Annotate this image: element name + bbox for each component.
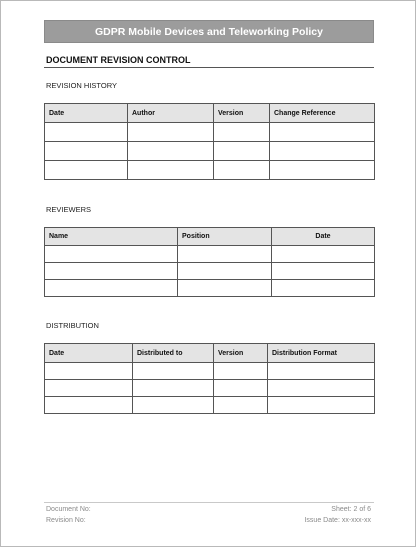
table-row: [45, 397, 375, 414]
table-cell[interactable]: [270, 123, 375, 142]
table-row: [45, 161, 375, 180]
column-header: Date: [45, 344, 133, 363]
table-cell[interactable]: [45, 161, 128, 180]
column-header: Author: [128, 104, 214, 123]
reviewers-table: [44, 227, 375, 297]
table-cell[interactable]: [178, 280, 272, 297]
table-cell[interactable]: [178, 263, 272, 280]
document-title: GDPR Mobile Devices and Teleworking Policy: [95, 25, 323, 38]
column-header: Position: [178, 228, 272, 246]
column-header: Date: [272, 228, 375, 246]
table-header-row: [45, 228, 375, 246]
table-cell[interactable]: [133, 363, 214, 380]
table-cell[interactable]: [272, 263, 375, 280]
table-cell[interactable]: [45, 397, 133, 414]
table-cell[interactable]: [214, 397, 268, 414]
table-row: [45, 142, 375, 161]
table-cell[interactable]: [214, 380, 268, 397]
table-cell[interactable]: [128, 161, 214, 180]
table-cell[interactable]: [214, 142, 270, 161]
table-cell[interactable]: [270, 161, 375, 180]
table-row: [45, 380, 375, 397]
table-header-row: [45, 344, 375, 363]
table-cell[interactable]: [128, 123, 214, 142]
table-row: [45, 246, 375, 263]
column-header: Version: [214, 344, 268, 363]
table-cell[interactable]: [268, 397, 375, 414]
table-cell[interactable]: [214, 363, 268, 380]
footer-divider: [44, 502, 374, 503]
column-header: Name: [45, 228, 178, 246]
table-cell[interactable]: [45, 246, 178, 263]
section-divider: [44, 67, 374, 68]
distribution-table: [44, 343, 375, 414]
sheet-number: Sheet: 2 of 6: [331, 506, 371, 513]
column-header: Distribution Format: [268, 344, 375, 363]
table-cell[interactable]: [272, 280, 375, 297]
issue-date: Issue Date: xx-xxx-xx: [304, 517, 371, 524]
table-row: [45, 123, 375, 142]
table-cell[interactable]: [45, 380, 133, 397]
section-title: DOCUMENT REVISION CONTROL: [46, 55, 191, 65]
revision-history-label: REVISION HISTORY: [46, 81, 117, 90]
table-cell[interactable]: [214, 161, 270, 180]
table-header-row: [45, 104, 375, 123]
table-cell[interactable]: [270, 142, 375, 161]
table-cell[interactable]: [178, 246, 272, 263]
table-cell[interactable]: [128, 142, 214, 161]
table-cell[interactable]: [214, 123, 270, 142]
table-cell[interactable]: [133, 397, 214, 414]
column-header: Date: [45, 104, 128, 123]
table-cell[interactable]: [45, 123, 128, 142]
revision-number: Revision No:: [46, 517, 86, 524]
table-cell[interactable]: [272, 246, 375, 263]
column-header: Change Reference: [270, 104, 375, 123]
table-row: [45, 280, 375, 297]
column-header: Distributed to: [133, 344, 214, 363]
table-cell[interactable]: [45, 363, 133, 380]
table-cell[interactable]: [45, 142, 128, 161]
table-cell[interactable]: [133, 380, 214, 397]
table-cell[interactable]: [268, 380, 375, 397]
reviewers-label: REVIEWERS: [46, 205, 92, 214]
distribution-label: DISTRIBUTION: [46, 321, 99, 330]
document-number: Document No:: [46, 506, 91, 513]
table-row: [45, 363, 375, 380]
table-cell[interactable]: [45, 280, 178, 297]
revision-history-table: [44, 103, 375, 180]
table-cell[interactable]: [268, 363, 375, 380]
table-row: [45, 263, 375, 280]
table-cell[interactable]: [45, 263, 178, 280]
document-title-banner: [44, 20, 374, 43]
column-header: Version: [214, 104, 270, 123]
